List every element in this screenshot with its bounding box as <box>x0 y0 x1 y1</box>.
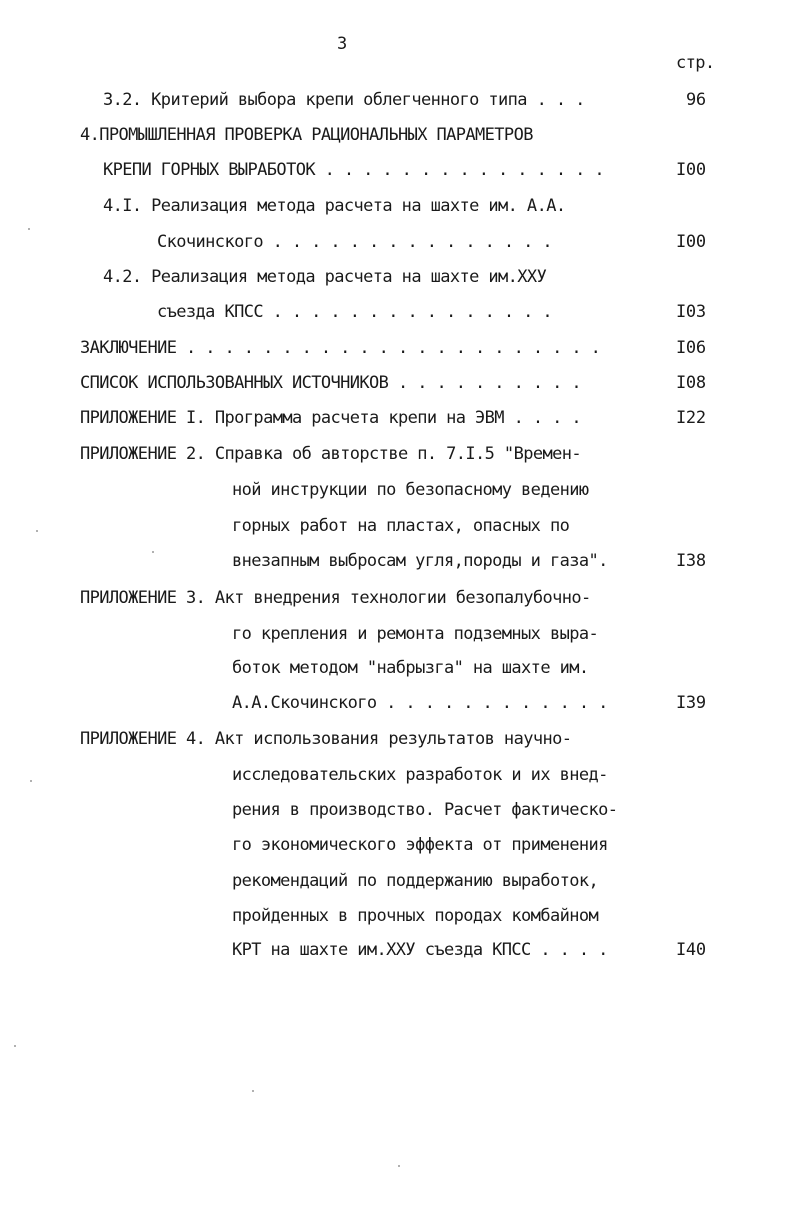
toc-entry-text: рения в производство. Расчет фактическо- <box>232 800 618 820</box>
toc-entry-page: I22 <box>676 408 706 428</box>
toc-entry-text: съезда КПСС . . . . . . . . . . . . . . . <box>157 302 553 322</box>
toc-entry-page: 96 <box>686 90 706 110</box>
toc-entry-text: ПРИЛОЖЕНИЕ 3. Акт внедрения технологии безопалубочно- <box>80 588 591 608</box>
toc-entry-text: ПРИЛОЖЕНИЕ 2. Справка об авторстве п. 7.I.5 "Времен- <box>80 444 582 464</box>
toc-entry-text: внезапным выбросам угля,породы и газа". <box>232 551 608 571</box>
toc-entry-text: КРЕПИ ГОРНЫХ ВЫРАБОТОК . . . . . . . . . . . . . . . <box>103 160 605 180</box>
scan-speck <box>152 551 154 553</box>
scan-speck <box>28 228 30 230</box>
toc-entry-page: I38 <box>676 551 706 571</box>
toc-entry-text: боток методом "набрызга" на шахте им. <box>232 658 589 678</box>
toc-entry-page: I00 <box>676 160 706 180</box>
toc-entry-text: го крепления и ремонта подземных выра- <box>232 624 599 644</box>
toc-entry-text: ПРИЛОЖЕНИЕ 4. Акт использования результатов научно- <box>80 729 572 749</box>
toc-entry-page: I39 <box>676 693 706 713</box>
toc-entry-text: А.А.Скочинского . . . . . . . . . . . . <box>232 693 608 713</box>
toc-entry-page: I03 <box>676 302 706 322</box>
scan-speck <box>30 780 32 782</box>
scan-speck <box>14 1045 16 1047</box>
toc-entry-text: 4.ПРОМЫШЛЕННАЯ ПРОВЕРКА РАЦИОНАЛЬНЫХ ПАРАМЕТРОВ <box>80 125 533 145</box>
toc-entry-text: ПРИЛОЖЕНИЕ I. Программа расчета крепи на ЭВМ . . . . <box>80 408 582 428</box>
toc-entry-text: СПИСОК ИСПОЛЬЗОВАННЫХ ИСТОЧНИКОВ . . . . . . . . . . <box>80 373 582 393</box>
pages-column-header: стр. <box>676 53 715 73</box>
toc-entry-text: КРТ на шахте им.ХХУ съезда КПСС . . . . <box>232 940 608 960</box>
toc-entry-text: горных работ на пластах, опасных по <box>232 516 570 536</box>
toc-entry-text: Скочинского . . . . . . . . . . . . . . . <box>157 232 553 252</box>
toc-entry-text: 3.2. Критерий выбора крепи облегченного типа . . . <box>103 90 585 110</box>
toc-entry-page: I40 <box>676 940 706 960</box>
scan-speck <box>252 1090 254 1092</box>
toc-entry-page: I00 <box>676 232 706 252</box>
toc-entry-text: ЗАКЛЮЧЕНИЕ . . . . . . . . . . . . . . . . . . . . . . <box>80 338 601 358</box>
toc-entry-text: 4.I. Реализация метода расчета на шахте им. А.А. <box>103 196 566 216</box>
scan-speck <box>398 1165 400 1167</box>
toc-entry-text: рекомендаций по поддержанию выработок, <box>232 871 599 891</box>
page-number: 3 <box>337 34 347 54</box>
toc-entry-text: го экономического эффекта от применения <box>232 835 608 855</box>
toc-entry-page: I06 <box>676 338 706 358</box>
toc-entry-text: ной инструкции по безопасному ведению <box>232 480 589 500</box>
toc-entry-text: пройденных в прочных породах комбайном <box>232 906 599 926</box>
toc-entry-page: I08 <box>676 373 706 393</box>
toc-entry-text: 4.2. Реализация метода расчета на шахте им.ХХУ <box>103 267 547 287</box>
toc-entry-text: исследовательских разработок и их внед- <box>232 765 608 785</box>
scan-speck <box>36 530 38 532</box>
